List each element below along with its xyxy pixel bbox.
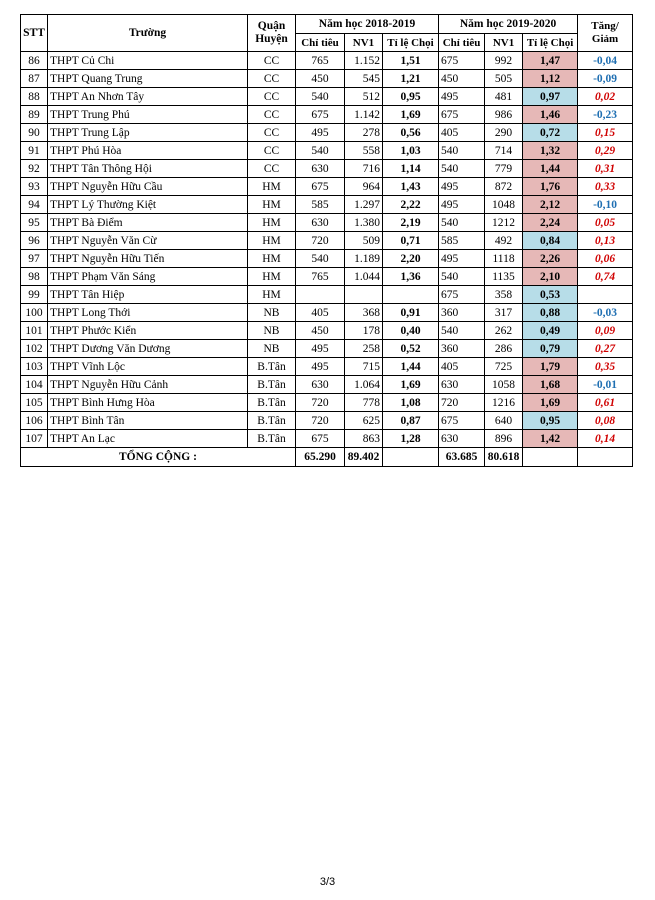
table-row (21, 70, 633, 88)
row-ratio-2019: 1,12 (523, 70, 578, 88)
row-nv1-2019: 317 (485, 304, 523, 322)
table-row (21, 304, 633, 322)
row-quota-2018: 495 (296, 124, 345, 142)
row-nv1-2019: 872 (485, 178, 523, 196)
row-quota-2018: 630 (296, 160, 345, 178)
row-ratio-2019: 2,10 (523, 268, 578, 286)
row-stt: 86 (21, 52, 48, 70)
row-change: 0,06 (578, 250, 633, 268)
row-nv1-2019: 986 (485, 106, 523, 124)
row-ratio-2018: 0,52 (383, 340, 439, 358)
table-row (21, 250, 633, 268)
row-stt: 106 (21, 412, 48, 430)
page-number: 3/3 (319, 876, 336, 888)
row-ratio-2018: 1,51 (383, 52, 439, 70)
row-nv1-2019: 896 (485, 430, 523, 448)
row-nv1-2018: 258 (345, 340, 383, 358)
row-quota-2019: 630 (439, 376, 485, 394)
row-change: -0,23 (578, 106, 633, 124)
table-row (21, 376, 633, 394)
row-ratio-2019: 1,69 (523, 394, 578, 412)
row-stt: 90 (21, 124, 48, 142)
row-nv1-2018: 278 (345, 124, 383, 142)
row-school: THPT Vĩnh Lộc (48, 358, 248, 376)
row-change: 0,14 (578, 430, 633, 448)
row-nv1-2019: 492 (485, 232, 523, 250)
total-ratio-2019 (523, 448, 578, 467)
row-ratio-2019: 0,72 (523, 124, 578, 142)
row-nv1-2019: 779 (485, 160, 523, 178)
row-school: THPT Bình Tân (48, 412, 248, 430)
row-district: B.Tân (248, 394, 296, 412)
header-nv1-2018: NV1 (345, 34, 383, 52)
row-stt: 103 (21, 358, 48, 376)
row-quota-2018: 585 (296, 196, 345, 214)
table-row (21, 412, 633, 430)
row-change: 0,61 (578, 394, 633, 412)
row-district: CC (248, 52, 296, 70)
row-nv1-2018: 778 (345, 394, 383, 412)
table-row (21, 394, 633, 412)
row-school: THPT Tân Thông Hội (48, 160, 248, 178)
row-ratio-2018: 1,03 (383, 142, 439, 160)
row-quota-2019: 495 (439, 196, 485, 214)
row-nv1-2018: 178 (345, 322, 383, 340)
row-quota-2018: 495 (296, 358, 345, 376)
row-ratio-2019: 2,26 (523, 250, 578, 268)
row-quota-2018: 450 (296, 70, 345, 88)
row-district: HM (248, 286, 296, 304)
row-ratio-2018 (383, 286, 439, 304)
row-stt: 99 (21, 286, 48, 304)
row-quota-2019: 675 (439, 286, 485, 304)
row-quota-2018: 540 (296, 250, 345, 268)
row-quota-2018: 675 (296, 178, 345, 196)
row-ratio-2018: 1,08 (383, 394, 439, 412)
table-row (21, 358, 633, 376)
row-quota-2018: 675 (296, 430, 345, 448)
row-district: CC (248, 70, 296, 88)
row-school: THPT Long Thới (48, 304, 248, 322)
row-nv1-2018: 368 (345, 304, 383, 322)
table-row (21, 106, 633, 124)
row-quota-2018: 540 (296, 142, 345, 160)
table-row (21, 340, 633, 358)
row-stt: 87 (21, 70, 48, 88)
header-nv1-2019: NV1 (485, 34, 523, 52)
row-nv1-2018 (345, 286, 383, 304)
admission-ratio-table (20, 14, 633, 467)
row-nv1-2019: 992 (485, 52, 523, 70)
row-ratio-2018: 2,20 (383, 250, 439, 268)
header-year-2018-2019: Năm học 2018-2019 (296, 15, 439, 34)
row-nv1-2019: 262 (485, 322, 523, 340)
table-row (21, 88, 633, 106)
row-school: THPT Quang Trung (48, 70, 248, 88)
row-nv1-2019: 1216 (485, 394, 523, 412)
row-nv1-2019: 1058 (485, 376, 523, 394)
table-row (21, 52, 633, 70)
total-quota-2019: 63.685 (439, 448, 485, 467)
row-quota-2019: 360 (439, 304, 485, 322)
row-ratio-2019: 1,79 (523, 358, 578, 376)
table-row (21, 160, 633, 178)
row-quota-2019: 675 (439, 106, 485, 124)
row-stt: 93 (21, 178, 48, 196)
total-label: TỔNG CỘNG : (21, 448, 296, 467)
row-nv1-2019: 1212 (485, 214, 523, 232)
table-row (21, 124, 633, 142)
row-quota-2018: 765 (296, 52, 345, 70)
row-stt: 107 (21, 430, 48, 448)
total-nv1-2019: 80.618 (485, 448, 523, 467)
row-district: NB (248, 322, 296, 340)
total-change (578, 448, 633, 467)
row-stt: 89 (21, 106, 48, 124)
row-change: -0,03 (578, 304, 633, 322)
row-nv1-2019: 1118 (485, 250, 523, 268)
row-ratio-2019: 0,84 (523, 232, 578, 250)
row-ratio-2019: 1,42 (523, 430, 578, 448)
row-stt: 101 (21, 322, 48, 340)
header-quota-2018: Chỉ tiêu (296, 34, 345, 52)
total-ratio-2018 (383, 448, 439, 467)
row-quota-2018: 540 (296, 88, 345, 106)
row-quota-2019: 540 (439, 322, 485, 340)
row-district: HM (248, 250, 296, 268)
header-ratio-2019: Tỉ lệ Chọi (523, 34, 578, 52)
row-ratio-2018: 0,91 (383, 304, 439, 322)
row-school: THPT Phước Kiển (48, 322, 248, 340)
row-ratio-2018: 1,44 (383, 358, 439, 376)
row-district: HM (248, 232, 296, 250)
row-quota-2019: 540 (439, 268, 485, 286)
row-school: THPT Phú Hòa (48, 142, 248, 160)
row-ratio-2018: 0,40 (383, 322, 439, 340)
row-quota-2019: 540 (439, 142, 485, 160)
row-district: B.Tân (248, 430, 296, 448)
row-change: -0,01 (578, 376, 633, 394)
row-ratio-2019: 0,95 (523, 412, 578, 430)
row-nv1-2019: 481 (485, 88, 523, 106)
row-ratio-2018: 1,69 (383, 106, 439, 124)
row-school: THPT An Lạc (48, 430, 248, 448)
row-ratio-2019: 1,32 (523, 142, 578, 160)
row-nv1-2018: 625 (345, 412, 383, 430)
row-quota-2019: 540 (439, 214, 485, 232)
row-nv1-2018: 509 (345, 232, 383, 250)
row-quota-2019: 630 (439, 430, 485, 448)
row-change: 0,35 (578, 358, 633, 376)
header-year-2019-2020: Năm học 2019-2020 (439, 15, 578, 34)
row-nv1-2018: 545 (345, 70, 383, 88)
table-body (21, 52, 633, 448)
row-ratio-2018: 1,36 (383, 268, 439, 286)
row-nv1-2019: 640 (485, 412, 523, 430)
row-nv1-2019: 505 (485, 70, 523, 88)
row-district: CC (248, 160, 296, 178)
row-stt: 94 (21, 196, 48, 214)
row-district: CC (248, 124, 296, 142)
row-nv1-2018: 716 (345, 160, 383, 178)
row-stt: 98 (21, 268, 48, 286)
row-quota-2018: 630 (296, 376, 345, 394)
row-nv1-2018: 1.064 (345, 376, 383, 394)
row-change: 0,09 (578, 322, 633, 340)
row-ratio-2019: 0,49 (523, 322, 578, 340)
row-quota-2018: 405 (296, 304, 345, 322)
row-school: THPT Tân Hiệp (48, 286, 248, 304)
row-quota-2018: 630 (296, 214, 345, 232)
row-quota-2019: 585 (439, 232, 485, 250)
row-ratio-2018: 1,14 (383, 160, 439, 178)
table-row (21, 232, 633, 250)
row-school: THPT Nguyễn Hữu Cảnh (48, 376, 248, 394)
row-nv1-2018: 558 (345, 142, 383, 160)
row-quota-2018 (296, 286, 345, 304)
row-stt: 104 (21, 376, 48, 394)
row-nv1-2018: 1.297 (345, 196, 383, 214)
row-district: B.Tân (248, 412, 296, 430)
table-header (21, 15, 633, 52)
row-school: THPT Bình Hưng Hòa (48, 394, 248, 412)
row-district: HM (248, 196, 296, 214)
row-stt: 102 (21, 340, 48, 358)
row-district: CC (248, 88, 296, 106)
row-quota-2018: 720 (296, 394, 345, 412)
row-change: 0,74 (578, 268, 633, 286)
row-nv1-2019: 286 (485, 340, 523, 358)
row-change: 0,08 (578, 412, 633, 430)
table-row (21, 214, 633, 232)
row-district: CC (248, 106, 296, 124)
header-quota-2019: Chỉ tiêu (439, 34, 485, 52)
row-quota-2019: 495 (439, 88, 485, 106)
row-quota-2018: 720 (296, 412, 345, 430)
row-ratio-2018: 2,19 (383, 214, 439, 232)
row-ratio-2019: 1,44 (523, 160, 578, 178)
row-nv1-2018: 863 (345, 430, 383, 448)
row-school: THPT An Nhơn Tây (48, 88, 248, 106)
row-district: CC (248, 142, 296, 160)
row-change: 0,29 (578, 142, 633, 160)
row-ratio-2018: 0,87 (383, 412, 439, 430)
row-school: THPT Nguyễn Văn Cừ (48, 232, 248, 250)
row-ratio-2018: 0,95 (383, 88, 439, 106)
row-ratio-2018: 1,69 (383, 376, 439, 394)
table-row (21, 196, 633, 214)
row-quota-2019: 450 (439, 70, 485, 88)
row-quota-2019: 360 (439, 340, 485, 358)
row-district: NB (248, 304, 296, 322)
row-quota-2019: 495 (439, 250, 485, 268)
row-stt: 88 (21, 88, 48, 106)
row-quota-2019: 495 (439, 178, 485, 196)
row-quota-2018: 765 (296, 268, 345, 286)
row-nv1-2018: 1.152 (345, 52, 383, 70)
total-quota-2018: 65.290 (296, 448, 345, 467)
row-stt: 92 (21, 160, 48, 178)
row-district: B.Tân (248, 358, 296, 376)
row-ratio-2019: 0,88 (523, 304, 578, 322)
row-nv1-2019: 725 (485, 358, 523, 376)
row-change: 0,05 (578, 214, 633, 232)
row-ratio-2018: 2,22 (383, 196, 439, 214)
table-row (21, 430, 633, 448)
row-ratio-2019: 0,97 (523, 88, 578, 106)
row-nv1-2018: 512 (345, 88, 383, 106)
row-ratio-2018: 0,56 (383, 124, 439, 142)
row-school: THPT Củ Chi (48, 52, 248, 70)
row-stt: 91 (21, 142, 48, 160)
row-nv1-2019: 1135 (485, 268, 523, 286)
row-change: -0,04 (578, 52, 633, 70)
row-stt: 100 (21, 304, 48, 322)
row-change (578, 286, 633, 304)
table-row (21, 268, 633, 286)
row-quota-2019: 675 (439, 412, 485, 430)
row-nv1-2018: 964 (345, 178, 383, 196)
row-ratio-2019: 0,53 (523, 286, 578, 304)
row-ratio-2019: 1,46 (523, 106, 578, 124)
row-district: NB (248, 340, 296, 358)
row-school: THPT Lý Thường Kiệt (48, 196, 248, 214)
row-ratio-2018: 1,43 (383, 178, 439, 196)
row-ratio-2019: 1,68 (523, 376, 578, 394)
row-school: THPT Phạm Văn Sáng (48, 268, 248, 286)
row-school: THPT Nguyễn Hữu Tiến (48, 250, 248, 268)
row-nv1-2018: 1.044 (345, 268, 383, 286)
row-ratio-2019: 1,76 (523, 178, 578, 196)
row-nv1-2019: 290 (485, 124, 523, 142)
table-row (21, 322, 633, 340)
row-quota-2019: 720 (439, 394, 485, 412)
row-change: 0,27 (578, 340, 633, 358)
row-stt: 105 (21, 394, 48, 412)
row-nv1-2019: 714 (485, 142, 523, 160)
row-school: THPT Nguyễn Hữu Cầu (48, 178, 248, 196)
row-nv1-2018: 715 (345, 358, 383, 376)
row-school: THPT Trung Lập (48, 124, 248, 142)
row-ratio-2019: 0,79 (523, 340, 578, 358)
row-nv1-2018: 1.380 (345, 214, 383, 232)
row-nv1-2019: 1048 (485, 196, 523, 214)
row-change: -0,10 (578, 196, 633, 214)
row-quota-2019: 540 (439, 160, 485, 178)
header-stt: STT (21, 15, 48, 52)
row-change: 0,15 (578, 124, 633, 142)
row-change: 0,13 (578, 232, 633, 250)
row-ratio-2019: 1,47 (523, 52, 578, 70)
row-school: THPT Dương Văn Dương (48, 340, 248, 358)
row-stt: 97 (21, 250, 48, 268)
row-district: B.Tân (248, 376, 296, 394)
row-change: 0,02 (578, 88, 633, 106)
row-change: 0,31 (578, 160, 633, 178)
row-quota-2018: 495 (296, 340, 345, 358)
row-change: 0,33 (578, 178, 633, 196)
row-ratio-2018: 0,71 (383, 232, 439, 250)
header-district: Quận Huyện (248, 15, 296, 52)
row-school: THPT Trung Phú (48, 106, 248, 124)
row-quota-2018: 675 (296, 106, 345, 124)
row-quota-2018: 450 (296, 322, 345, 340)
row-quota-2019: 405 (439, 124, 485, 142)
row-district: HM (248, 268, 296, 286)
row-change: -0,09 (578, 70, 633, 88)
row-district: HM (248, 214, 296, 232)
row-nv1-2018: 1.142 (345, 106, 383, 124)
total-row (21, 448, 633, 467)
row-nv1-2019: 358 (485, 286, 523, 304)
header-change: Tăng/ Giảm (578, 15, 633, 52)
row-quota-2019: 675 (439, 52, 485, 70)
row-ratio-2018: 1,21 (383, 70, 439, 88)
row-ratio-2019: 2,24 (523, 214, 578, 232)
table-row (21, 178, 633, 196)
row-quota-2018: 720 (296, 232, 345, 250)
total-nv1-2018: 89.402 (345, 448, 383, 467)
header-ratio-2018: Tỉ lệ Chọi (383, 34, 439, 52)
table-row (21, 286, 633, 304)
row-stt: 96 (21, 232, 48, 250)
row-ratio-2018: 1,28 (383, 430, 439, 448)
row-ratio-2019: 2,12 (523, 196, 578, 214)
row-stt: 95 (21, 214, 48, 232)
row-district: HM (248, 178, 296, 196)
row-quota-2019: 405 (439, 358, 485, 376)
row-school: THPT Bà Điểm (48, 214, 248, 232)
header-school: Trường (48, 15, 248, 52)
row-nv1-2018: 1.189 (345, 250, 383, 268)
table-row (21, 142, 633, 160)
